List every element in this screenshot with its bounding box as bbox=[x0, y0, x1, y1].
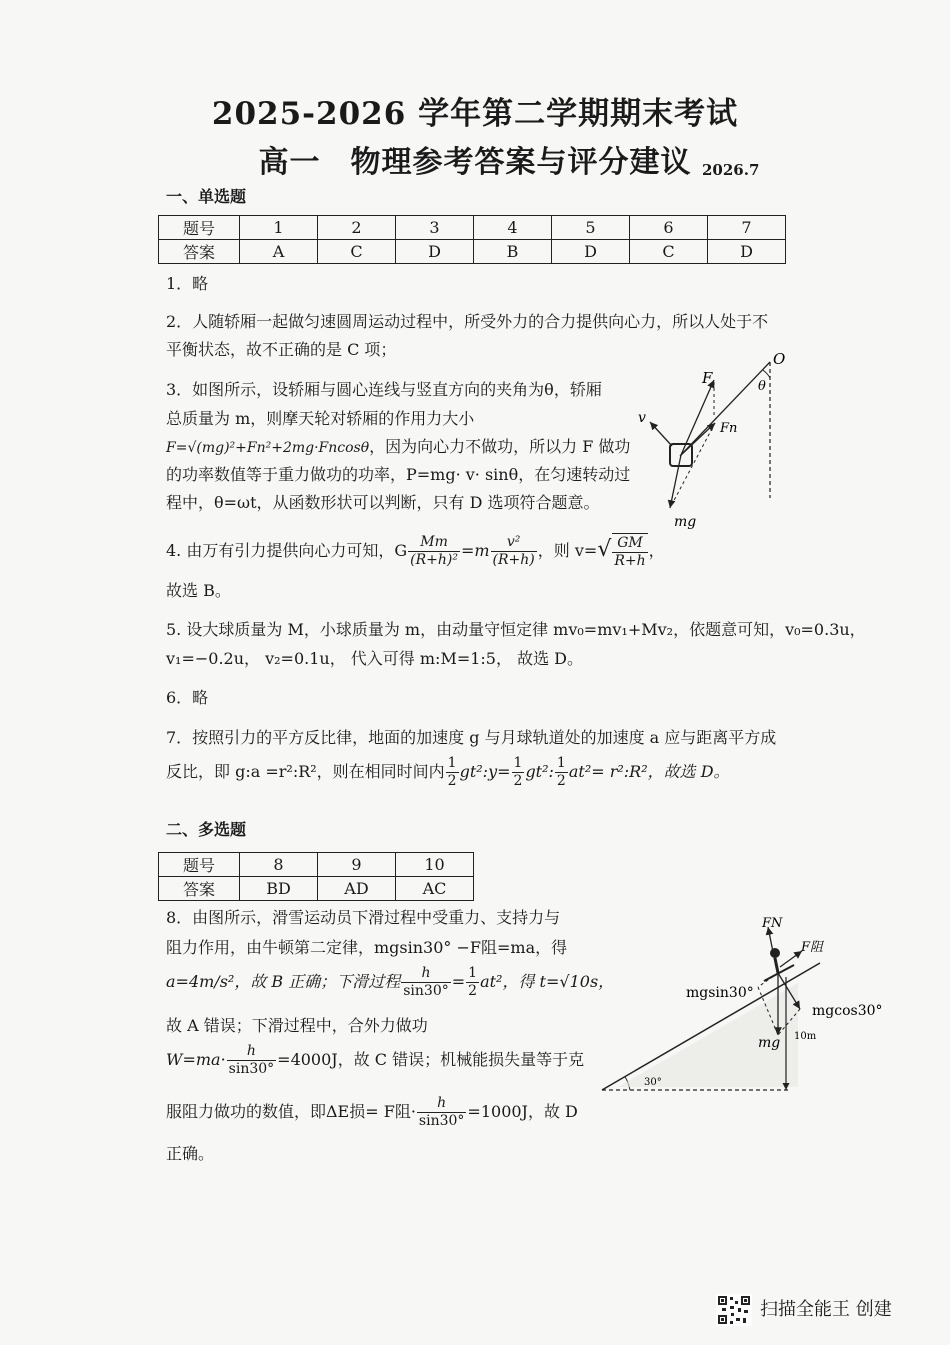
label-mgcos30: mgcos30° bbox=[812, 1003, 883, 1019]
q8-line6: 服阻力做功的数值，即ΔE损= F阻· $\frac{h}{\sin 30^\circ}$ =1000J，故 D bbox=[166, 1095, 578, 1129]
table-cell: D bbox=[396, 240, 474, 264]
q5-line1: 5. 设大球质量为 M，小球质量为 m，由动量守恒定律 mv₀=mv₁+Mv₂，依题意可知，v₀=0.3u， bbox=[166, 620, 866, 639]
watermark-text: 扫描全能王 创建 bbox=[760, 1299, 892, 1320]
table-cell: 4 bbox=[474, 216, 552, 240]
table-cell: AD bbox=[318, 877, 396, 901]
table-cell: B bbox=[474, 240, 552, 264]
q4-then: ，则 v= bbox=[537, 541, 598, 560]
q3-line2: 总质量为 m，则摩天轮对轿厢的作用力大小 bbox=[166, 409, 475, 428]
table-cell: 2 bbox=[318, 216, 396, 240]
q8-line1: 8．由图所示，滑雪运动员下滑过程中受重力、支持力与 bbox=[166, 908, 561, 927]
q8-line7: 正确。 bbox=[166, 1144, 215, 1163]
q3-line3 bbox=[166, 433, 630, 462]
exam-title: 2025-2026 学年第二学期期末考试 bbox=[211, 96, 739, 132]
q8-line5: W=ma· $\frac{h}{\sin 30^\circ}$ =4000J，故 C 错误；机械能损失量等于克 bbox=[166, 1043, 585, 1077]
table-cell: 7 bbox=[708, 216, 786, 240]
table-cell: 3 bbox=[396, 216, 474, 240]
q8-line3: a=4m/s²，故 B 正确；下滑过程 $\frac{h}{\sin 30^\circ}$ = $\frac{1}{2}$ at²，得 t=√10s， bbox=[166, 965, 615, 999]
table-cell: D bbox=[708, 240, 786, 264]
label-O: O bbox=[773, 350, 786, 368]
exam-date: 2026.7 bbox=[702, 161, 760, 179]
label-FN: FN bbox=[762, 916, 783, 931]
table-cell: AC bbox=[396, 877, 474, 901]
grade-label: 高一 bbox=[258, 145, 321, 180]
q8-ski-diagram bbox=[598, 905, 888, 1100]
q4-line2: 故选 B。 bbox=[166, 581, 231, 600]
q2-line1: 2．人随轿厢一起做匀速圆周运动过程中，所受外力的合力提供向心力，所以人处于不 bbox=[166, 312, 769, 331]
table-cell: C bbox=[318, 240, 396, 264]
q4-prefix: 4. 由万有引力提供向心力可知，G bbox=[166, 541, 408, 560]
label-10m: 10m bbox=[794, 1031, 817, 1042]
label-Fn: Fn bbox=[720, 421, 738, 436]
q3-line5: 程中，θ=ωt，从函数形状可以判断，只有 D 选项符合题意。 bbox=[166, 493, 600, 512]
single-choice-answer-table bbox=[158, 215, 786, 264]
multi-choice-answer-table bbox=[158, 852, 474, 901]
qr-code-icon bbox=[716, 1294, 752, 1326]
q3-line1: 3．如图所示，设轿厢与圆心连线与竖直方向的夹角为θ，轿厢 bbox=[166, 380, 602, 399]
label-F: F bbox=[702, 369, 713, 387]
q7-line2: 反比，即 g:a =r²:R²，则在相同时间内 $\frac{1}{2}$ gt²:y= $\frac{1}{2}$ gt²: $\frac{1}{2}$ at²= r²:R²，故选 D。 bbox=[166, 755, 730, 789]
table-header-answer: 答案 bbox=[159, 877, 240, 901]
table-cell: A bbox=[240, 240, 318, 264]
label-v: v bbox=[638, 410, 646, 426]
table-cell: 8 bbox=[240, 853, 318, 877]
label-theta: θ bbox=[758, 379, 766, 394]
table-header-number: 题号 bbox=[159, 216, 240, 240]
q5-line2: v₁=−0.2u， v₂=0.1u， 代入可得 m:M=1:5， 故选 D。 bbox=[166, 649, 583, 668]
section-multi-choice-heading: 二、多选题 bbox=[166, 820, 247, 839]
q1-text: 1．略 bbox=[166, 274, 209, 293]
q4-eq: =m bbox=[460, 541, 490, 560]
table-cell: 6 bbox=[630, 216, 708, 240]
table-cell: C bbox=[630, 240, 708, 264]
q4-line1: 4. 由万有引力提供向心力可知，G $\frac{Mm}{\text{(R+h)²}}$ =m $\frac{\text{v²}}{(R+h)}$ ，则 v=√ $\frac{GM}{R+h}$ ， bbox=[166, 534, 665, 569]
label-mg: mg bbox=[674, 514, 697, 530]
q6-text: 6．略 bbox=[166, 688, 209, 707]
q3-formula: F=√(mg)²+Fn²+2mg·Fncosθ bbox=[166, 440, 370, 456]
table-cell: 9 bbox=[318, 853, 396, 877]
table-cell: 10 bbox=[396, 853, 474, 877]
table-cell: D bbox=[552, 240, 630, 264]
table-header-number: 题号 bbox=[159, 853, 240, 877]
q7-line1: 7．按照引力的平方反比律，地面的加速度 g 与月球轨道处的加速度 a 应与距离平方成 bbox=[166, 728, 777, 747]
q3-force-diagram bbox=[630, 348, 800, 538]
table-header-answer: 答案 bbox=[159, 240, 240, 264]
scanner-watermark bbox=[716, 1294, 892, 1326]
section-single-choice-heading: 一、单选题 bbox=[166, 187, 247, 206]
subject-label: 物理参考答案与评分建议 bbox=[350, 145, 692, 180]
q3-line4: 的功率数值等于重力做功的功率，P=mg· v· sinθ，在匀速转动过 bbox=[166, 465, 631, 484]
q4-fraction-3: $\frac{GM}{R+h}$ bbox=[614, 535, 646, 569]
table-cell: 1 bbox=[240, 216, 318, 240]
q4-fraction-2: $\frac{\text{v²}}{(R+h)}$ bbox=[492, 534, 535, 568]
table-cell: BD bbox=[240, 877, 318, 901]
q8-line4: 故 A 错误；下滑过程中，合外力做功 bbox=[166, 1016, 428, 1035]
exam-subtitle bbox=[0, 137, 950, 181]
table-cell: 5 bbox=[552, 216, 630, 240]
q8-line2: 阻力作用，由牛顿第二定律，mgsin30° −F阻=ma，得 bbox=[166, 938, 568, 957]
label-mgsin30: mgsin30° bbox=[686, 985, 754, 1001]
label-Ff: F阻 bbox=[801, 940, 824, 955]
label-30deg: 30° bbox=[644, 1077, 662, 1088]
q4-fraction-1: $\frac{Mm}{\text{(R+h)²}}$ bbox=[410, 534, 458, 568]
q2-line2: 平衡状态，故不正确的是 C 项； bbox=[166, 340, 397, 359]
label-mg: mg bbox=[758, 1035, 781, 1051]
q3-line3-rest: ，因为向心力不做功，所以力 F 做功 bbox=[369, 437, 631, 456]
